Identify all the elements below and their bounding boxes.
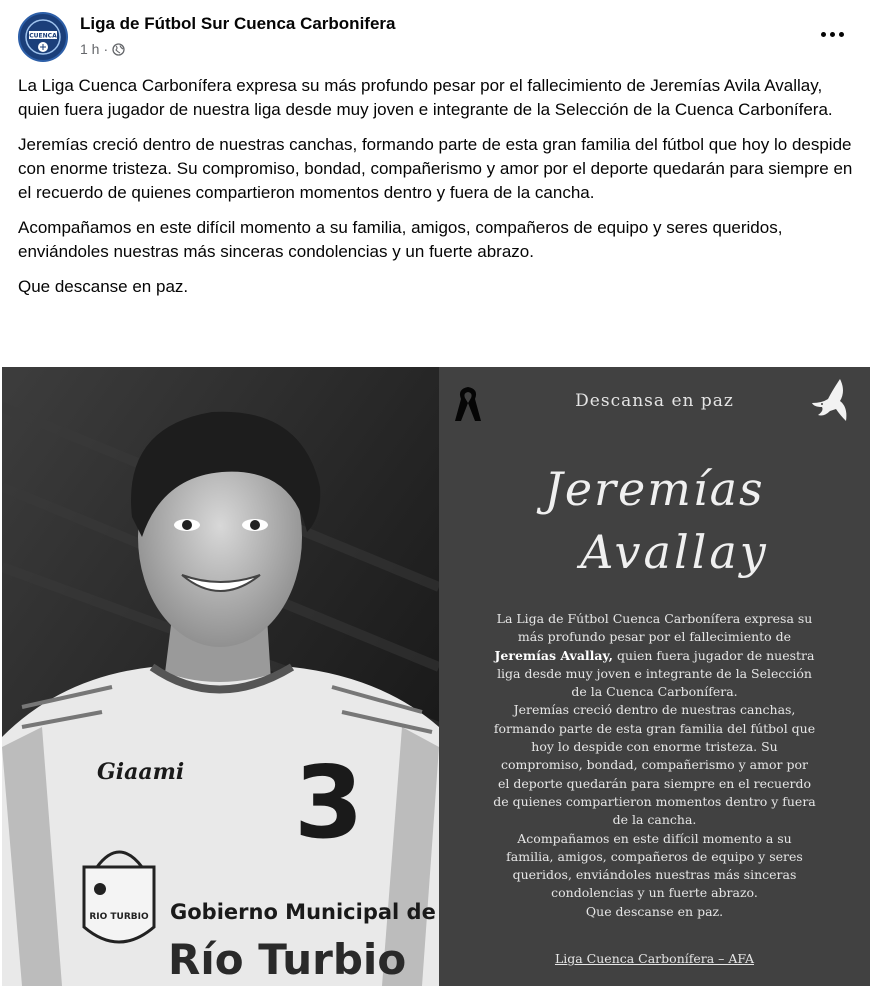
post-paragraph: Acompañamos en este difícil momento a su familia, amigos, compañeros de equipo y seres queridos, enviándoles nuestras más sinceras condolencias y un fuerte abrazo. [18, 218, 783, 261]
panel-line: de la cancha. [612, 812, 697, 828]
post-meta [80, 41, 125, 57]
panel-line: de quienes compartieron momentos dentro y fuera [493, 793, 816, 809]
jersey-brand-text: Giaami [97, 759, 185, 785]
meta-separator: · [103, 41, 109, 57]
panel-heading: Descansa en paz [575, 391, 734, 411]
panel-line: Que descanse en paz. [585, 903, 724, 919]
sponsor-line-2: Río Turbio [168, 935, 407, 984]
panel-line-rest: quien fuera jugador de nuestra [616, 647, 815, 663]
more-options-button[interactable] [814, 22, 850, 46]
post-paragraph: Que descanse en paz. [18, 277, 189, 296]
post-body [18, 74, 858, 310]
badge-text: RIO TURBIO [89, 912, 149, 922]
rio-turbio-badge [84, 852, 154, 942]
panel-line: liga desde muy joven e integrante de la Selección [497, 665, 812, 681]
panel-line: queridos, enviándoles nuestras más sinceras [512, 867, 797, 883]
post-header [0, 0, 870, 66]
panel-line: más profundo pesar por el fallecimiento de [517, 629, 792, 645]
avatar-text: CUENCA [29, 32, 57, 40]
name-first: Jeremías [544, 462, 765, 516]
post-paragraph: Jeremías creció dentro de nuestras canchas, formando parte de esta gran familia del fútbol que hoy lo despide con enorme tristeza. Su compromiso, bondad, compañerismo y amor por el deporte quedarán para siempre en el recuerdo de quienes compartieron momentos dentro y fuera de la cancha. [18, 135, 853, 202]
jersey-number: 3 [294, 744, 364, 861]
panel-line: Jeremías creció dentro de nuestras canchas, [513, 702, 796, 718]
name-last: Avallay [580, 525, 769, 579]
post-time-link[interactable]: 1 h [80, 41, 100, 57]
memorial-panel [439, 367, 870, 986]
panel-line: condolencias y un fuerte abrazo. [551, 885, 758, 901]
page-name-link[interactable]: Liga de Fútbol Sur Cuenca Carbonifera [80, 14, 396, 33]
globe-icon [112, 43, 125, 56]
panel-line: Acompañamos en este difícil momento a su [517, 830, 792, 846]
panel-footer: Liga Cuenca Carbonífera – AFA [554, 951, 755, 966]
panel-message [467, 610, 842, 921]
panel-line: de la Cuenca Carbonífera. [571, 684, 738, 700]
page-avatar[interactable] [18, 12, 68, 62]
sponsor-line-1: Gobierno Municipal de [170, 900, 436, 924]
player-portrait [2, 367, 439, 986]
panel-line [467, 647, 842, 665]
panel-line: familia, amigos, compañeros de equipo y seres [506, 848, 803, 864]
post-image[interactable] [2, 367, 870, 986]
player-photo [2, 367, 439, 986]
panel-line: La Liga de Fútbol Cuenca Carbonífera expresa su [496, 611, 813, 626]
panel-line: el deporte quedarán para siempre en el recuerdo [497, 775, 811, 791]
league-logo-icon [20, 14, 66, 60]
panel-line: formando parte de esta gran familia del fútbol que [493, 720, 816, 736]
panel-line: hoy lo despide con enorme tristeza. Su [531, 739, 778, 755]
panel-line: compromiso, bondad, compañerismo y amor por [501, 757, 808, 773]
more-options-icon [821, 32, 826, 37]
panel-bold-name: Jeremías Avallay, [494, 647, 613, 663]
post-paragraph: La Liga Cuenca Carbonífera expresa su más profundo pesar por el fallecimiento de Jeremías Avila Avallay, quien fuera jugador de nuestra liga desde muy joven e integrante de la Selección de la Cuenca Carbonífera. [18, 76, 833, 119]
